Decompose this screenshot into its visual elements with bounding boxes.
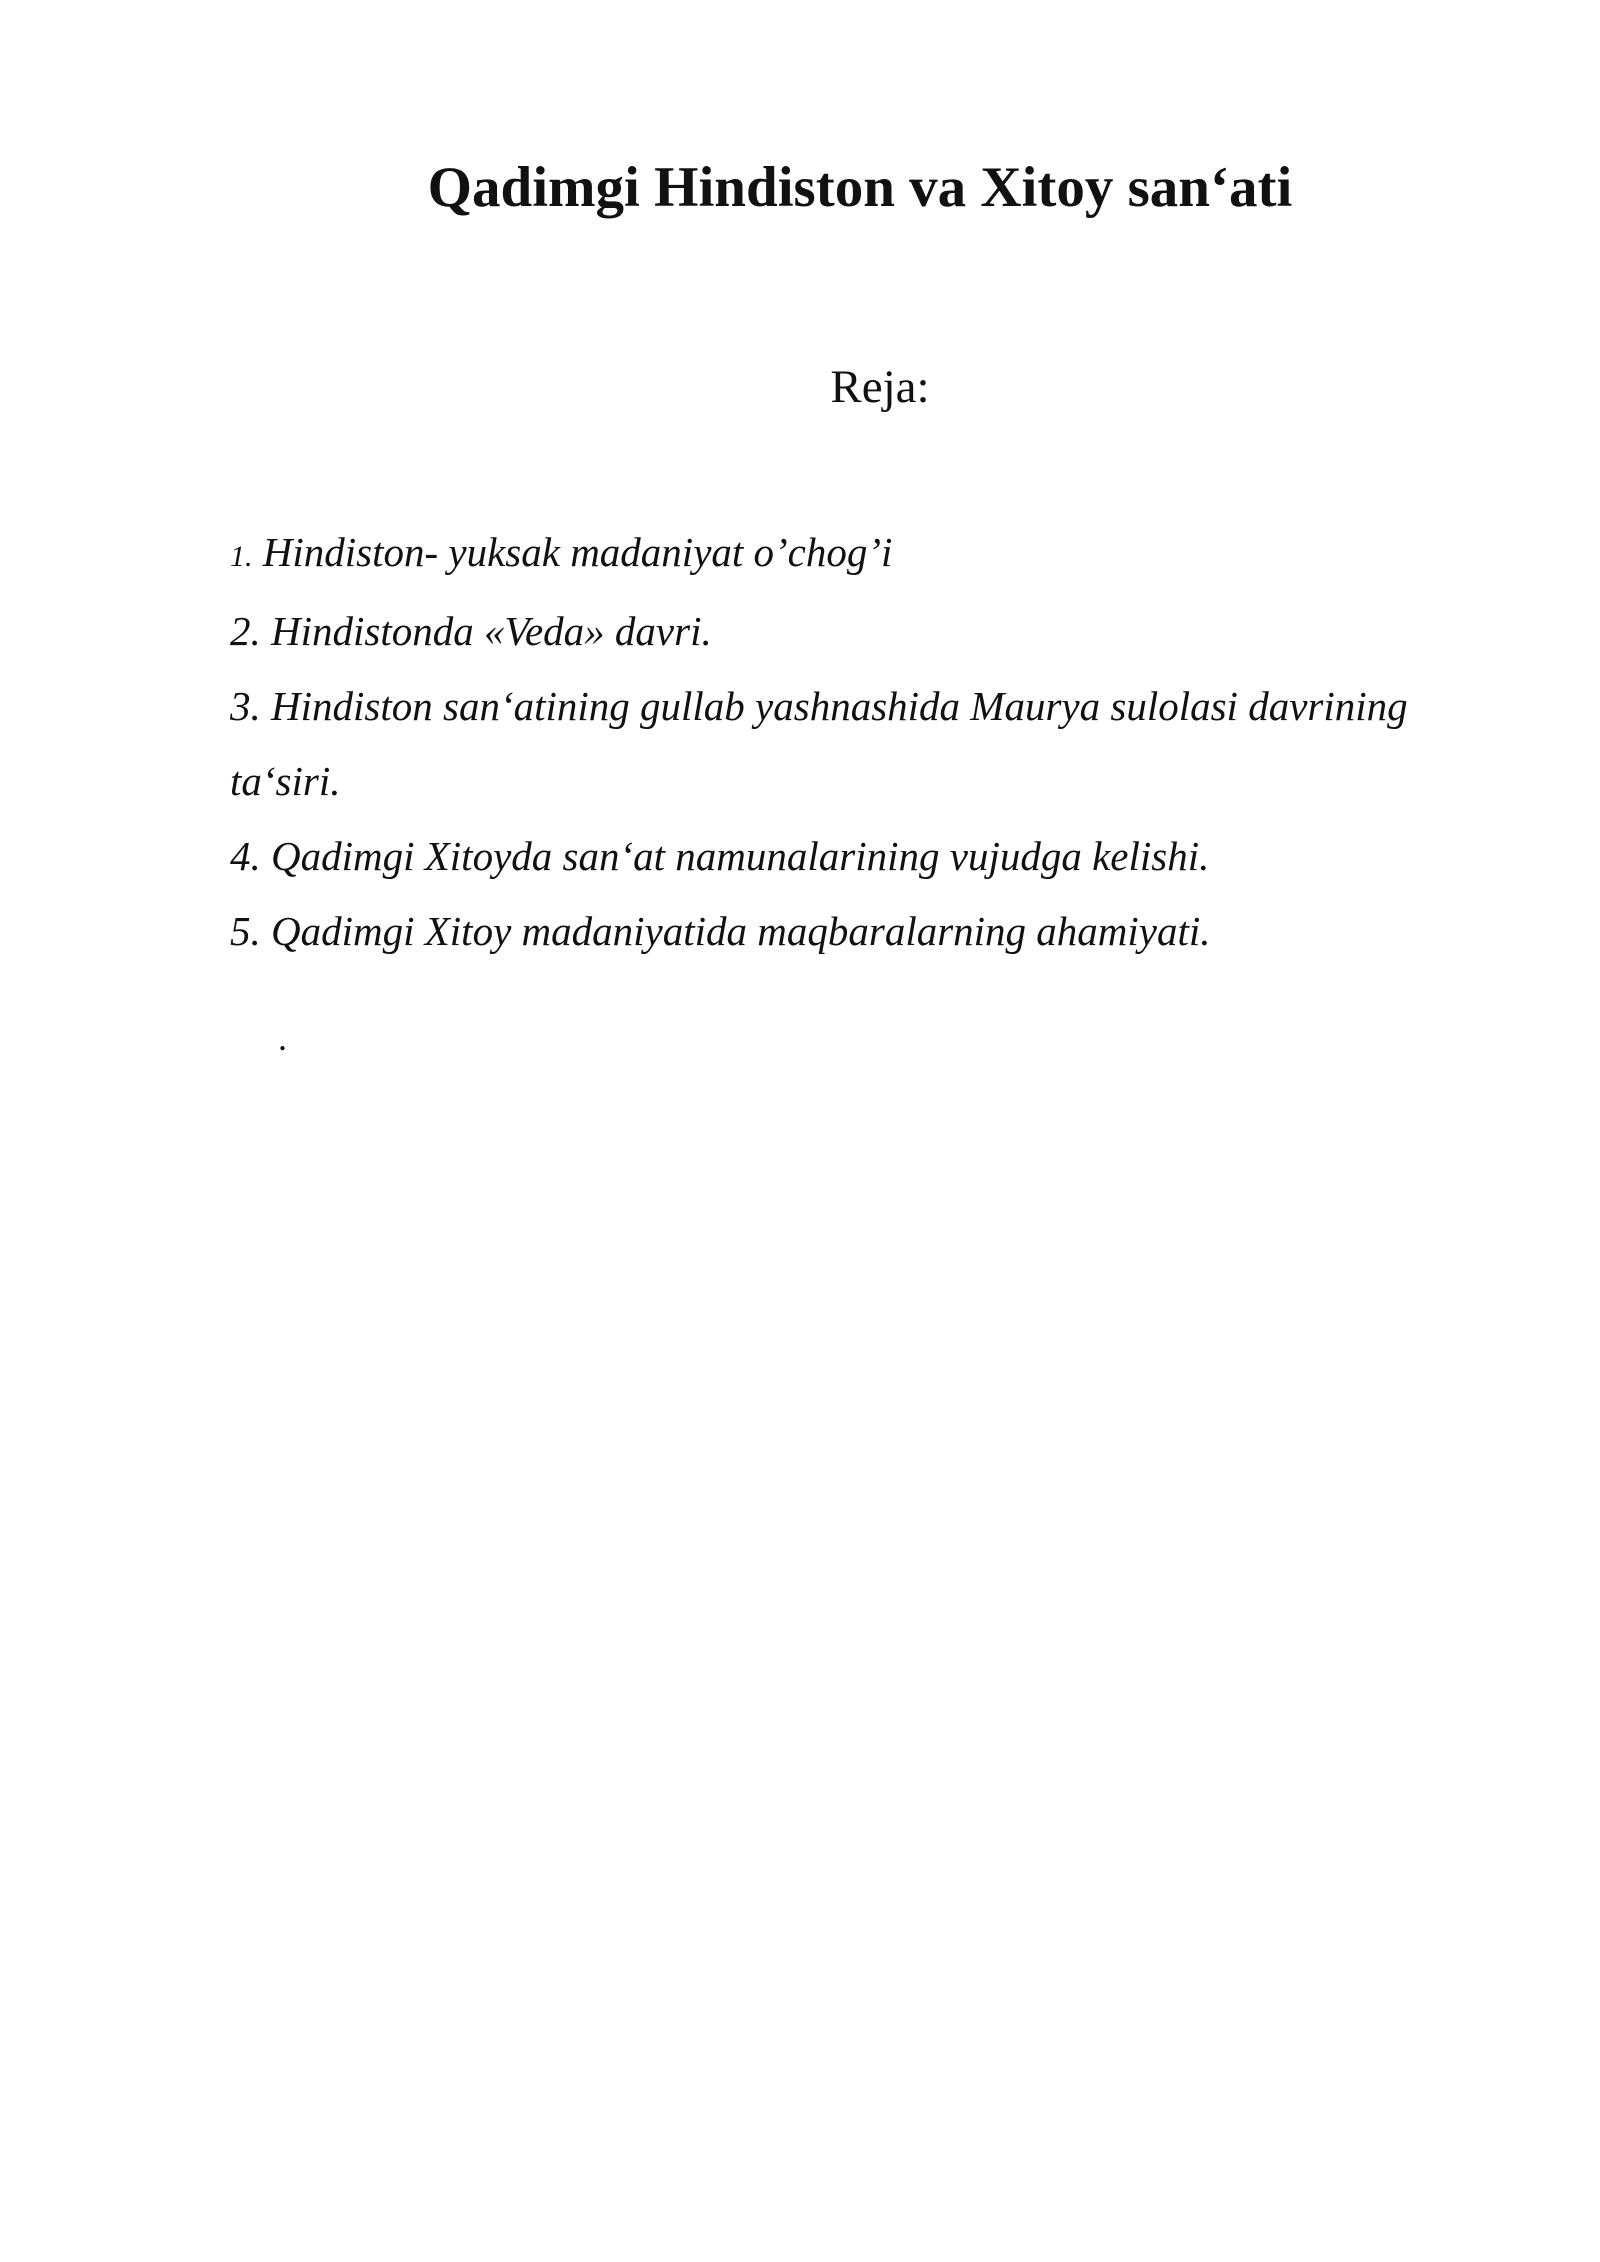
- trailing-dot: .: [278, 1018, 287, 1058]
- plan-item: [230, 515, 1500, 594]
- plan-item-text: Qadimgi Xitoy madaniyatida maqbaralarning ahamiyati.: [260, 908, 1211, 954]
- plan-item-number: 5.: [230, 908, 261, 954]
- plan-item-text: Qadimgi Xitoyda san‘at namunalarining vujudga kelishi.: [260, 833, 1210, 879]
- plan-item-number: 3.: [230, 683, 261, 729]
- plan-item: [230, 894, 1500, 969]
- plan-item: [230, 819, 1500, 894]
- plan-item-number: 4.: [230, 833, 261, 879]
- plan-item-number: 2.: [230, 608, 261, 654]
- page-title: Qadimgi Hindiston va Xitoy san‘ati: [427, 156, 1293, 219]
- plan-item: [230, 594, 1500, 669]
- plan-item: [230, 669, 1500, 819]
- plan-item-text: Hindiston san‘atining gullab yashnashida Maurya sulolasi davrining ta‘siri.: [230, 683, 1408, 804]
- plan-item-number: 1.: [230, 540, 253, 573]
- plan-list: [230, 515, 1500, 969]
- plan-item-text: Hindiston- yuksak madaniyat o’chog’i: [252, 529, 893, 575]
- plan-heading: Reja:: [830, 361, 930, 413]
- plan-item-text: Hindistonda «Veda» davri.: [260, 608, 712, 654]
